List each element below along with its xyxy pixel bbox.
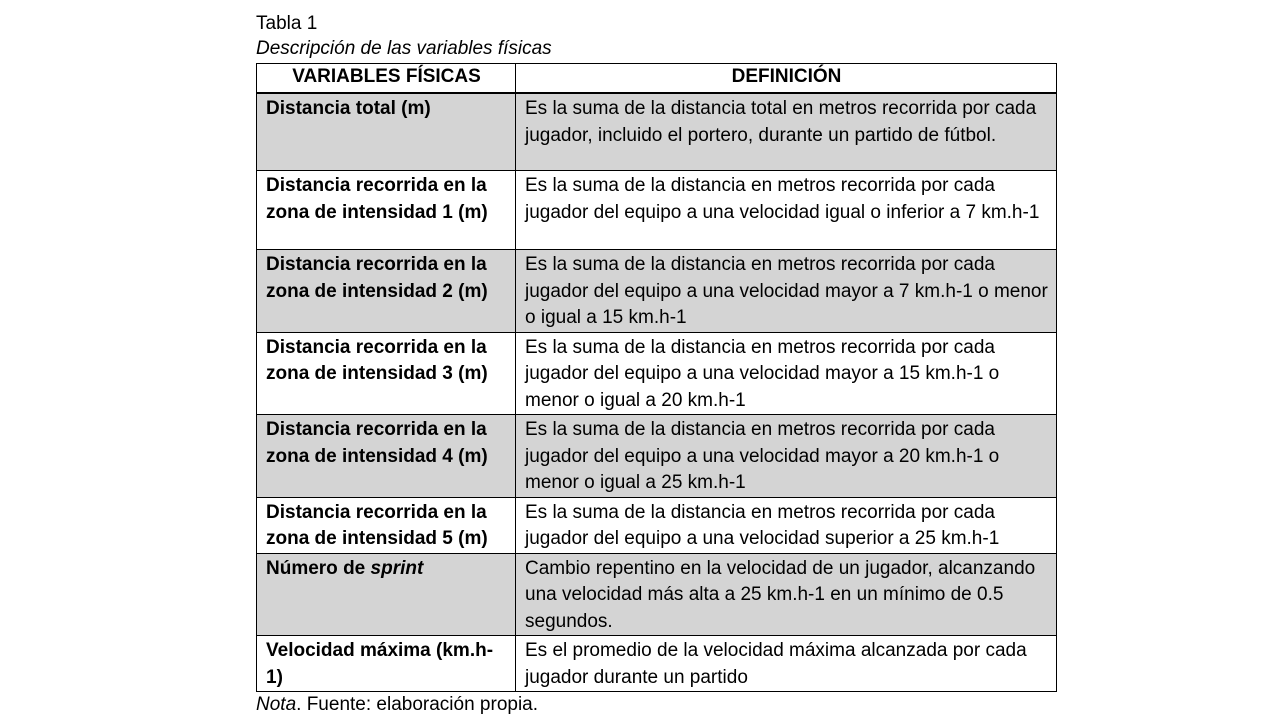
table-row — [257, 93, 1057, 171]
table-note — [256, 692, 1056, 717]
variable-cell: Distancia total (m) — [257, 93, 516, 171]
definition-cell: Es la suma de la distancia en metros recorrida por cada jugador del equipo a una velocidad mayor a 15 km.h-1 o menor o igual a 20 km.h-1 — [516, 332, 1057, 415]
table-row — [257, 415, 1057, 498]
variable-cell: Distancia recorrida en la zona de intensidad 3 (m) — [257, 332, 516, 415]
definition-cell: Es la suma de la distancia en metros recorrida por cada jugador del equipo a una velocidad mayor a 20 km.h-1 o menor o igual a 25 km.h-1 — [516, 415, 1057, 498]
table-row — [257, 332, 1057, 415]
definition-cell: Es la suma de la distancia en metros recorrida por cada jugador del equipo a una velocidad mayor a 7 km.h-1 o menor o igual a 15 km.h-1 — [516, 250, 1057, 333]
note-label: Nota — [256, 694, 297, 715]
definition-cell: Es la suma de la distancia total en metros recorrida por cada jugador, incluido el portero, durante un partido de fútbol. — [516, 93, 1057, 171]
definition-cell: Es la suma de la distancia en metros recorrida por cada jugador del equipo a una velocidad superior a 25 km.h-1 — [516, 497, 1057, 553]
definition-cell: Es el promedio de la velocidad máxima alcanzada por cada jugador durante un partido — [516, 636, 1057, 692]
header-variables: VARIABLES FÍSICAS — [257, 64, 516, 94]
table-caption-title: Tabla 1 — [256, 13, 318, 34]
document-page — [256, 12, 1056, 717]
variable-cell — [257, 553, 516, 636]
variable-cell: Velocidad máxima (km.h-1) — [257, 636, 516, 692]
table-row — [257, 553, 1057, 636]
variable-cell: Distancia recorrida en la zona de intensidad 2 (m) — [257, 250, 516, 333]
table-header-row — [257, 64, 1057, 94]
variable-cell: Distancia recorrida en la zona de intensidad 4 (m) — [257, 415, 516, 498]
table-row — [257, 636, 1057, 692]
note-text: . Fuente: elaboración propia. — [296, 694, 539, 715]
variable-prefix: Número de — [266, 557, 371, 579]
table-caption-subtitle: Descripción de las variables físicas — [256, 38, 552, 59]
definition-cell: Cambio repentino en la velocidad de un jugador, alcanzando una velocidad más alta a 25 km.h-1 en un mínimo de 0.5 segundos. — [516, 553, 1057, 636]
table-row — [257, 250, 1057, 333]
physical-variables-table — [256, 63, 1057, 692]
table-row — [257, 171, 1057, 250]
header-definition: DEFINICIÓN — [516, 64, 1057, 94]
definition-cell: Es la suma de la distancia en metros recorrida por cada jugador del equipo a una velocidad igual o inferior a 7 km.h-1 — [516, 171, 1057, 250]
variable-cell: Distancia recorrida en la zona de intensidad 1 (m) — [257, 171, 516, 250]
variable-italic: sprint — [370, 557, 424, 579]
variable-cell: Distancia recorrida en la zona de intensidad 5 (m) — [257, 497, 516, 553]
table-row — [257, 497, 1057, 553]
